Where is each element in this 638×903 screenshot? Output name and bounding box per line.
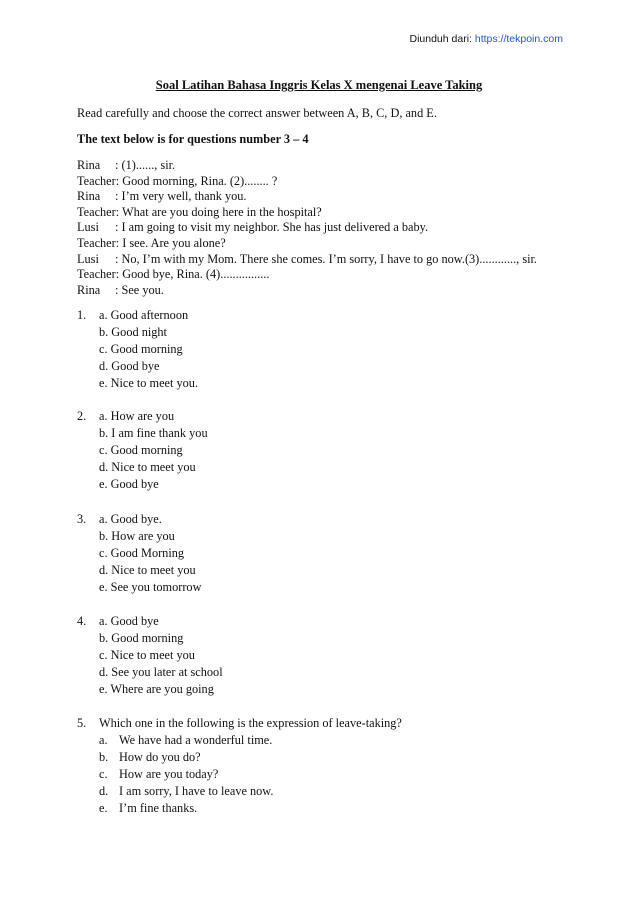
source-link[interactable]: https://tekpoin.com	[474, 33, 563, 45]
option-text: c. Good morning	[99, 443, 183, 457]
question-option	[77, 664, 577, 681]
option-text: d. Good bye	[99, 359, 160, 373]
question-option	[77, 766, 577, 783]
option-text: d. Nice to meet you	[99, 460, 196, 474]
question-option	[77, 579, 577, 596]
option-text: a. Good bye.	[99, 512, 162, 526]
question-stem	[77, 715, 577, 732]
question-number: 3.	[77, 512, 87, 526]
question-option	[77, 647, 577, 664]
option-text: We have had a wonderful time.	[119, 733, 273, 747]
option-text: b. Good night	[99, 325, 167, 339]
dialog-line	[77, 220, 577, 236]
question-option	[77, 408, 577, 425]
dialog-text: : (1)......, sir.	[115, 158, 176, 172]
question-number: 4.	[77, 614, 87, 628]
question-option	[77, 511, 577, 528]
question-option	[77, 783, 577, 800]
dialog-speaker: Rina	[77, 189, 101, 204]
question-1	[77, 307, 577, 392]
option-letter: b.	[99, 750, 109, 764]
question-5	[77, 715, 577, 817]
dialog-line	[77, 236, 577, 252]
question-option	[77, 324, 577, 341]
question-option	[77, 681, 577, 698]
question-option	[77, 476, 577, 493]
dialog-line	[77, 252, 577, 268]
dialog-text: : I am going to visit my neighbor. She has just delivered a baby.	[115, 220, 429, 235]
dialog-text: : No, I’m with my Mom. There she comes. I’m sorry, I have to go now.(3)............, sir.	[115, 251, 538, 266]
question-option	[77, 749, 577, 766]
option-text: e. See you tomorrow	[99, 580, 202, 594]
dialog-line	[77, 267, 577, 283]
dialog-text: What are you doing here in the hospital?	[119, 204, 322, 219]
question-text: Which one in the following is the expression of leave-taking?	[99, 716, 402, 730]
question-option	[77, 307, 577, 324]
question-3	[77, 511, 577, 596]
dialog-speaker: Teacher:	[77, 235, 120, 250]
option-text: e. Nice to meet you.	[99, 376, 199, 390]
question-option	[77, 630, 577, 647]
dialog-text: I see. Are you alone?	[119, 235, 226, 250]
dialog-text: : I’m very well, thank you.	[115, 189, 247, 204]
option-letter: e.	[99, 801, 108, 815]
question-option	[77, 800, 577, 817]
option-text: c. Nice to meet you	[99, 648, 195, 662]
dialog-speaker: Rina	[77, 158, 101, 172]
question-option	[77, 613, 577, 630]
dialog-speaker: Rina	[77, 282, 101, 297]
section-heading: The text below is for questions number 3 – 4	[77, 132, 309, 146]
dialog-line	[77, 158, 577, 174]
question-option	[77, 341, 577, 358]
question-4	[77, 613, 577, 698]
question-option	[77, 732, 577, 749]
dialog-text: Good morning, Rina. (2)........ ?	[119, 173, 278, 188]
option-text: c. Good morning	[99, 342, 183, 356]
option-text: e. Where are you going	[99, 682, 214, 696]
document-title: Soal Latihan Bahasa Inggris Kelas X mengenai Leave Taking	[155, 78, 483, 92]
option-letter: d.	[99, 784, 109, 798]
question-option	[77, 545, 577, 562]
option-text: b. How are you	[99, 529, 175, 543]
option-text: b. I am fine thank you	[99, 426, 208, 440]
question-option	[77, 442, 577, 459]
option-text: a. Good afternoon	[99, 308, 189, 322]
question-option	[77, 528, 577, 545]
question-option	[77, 459, 577, 476]
dialog-line	[77, 174, 577, 190]
question-option	[77, 358, 577, 375]
option-text: d. Nice to meet you	[99, 563, 196, 577]
dialog-speaker: Teacher:	[77, 267, 120, 282]
dialog-line	[77, 205, 577, 221]
dialog-speaker: Teacher:	[77, 173, 120, 188]
question-option	[77, 562, 577, 579]
option-text: b. Good morning	[99, 631, 184, 645]
option-text: I am sorry, I have to leave now.	[119, 784, 274, 798]
dialog-text: Good bye, Rina. (4)................	[119, 267, 270, 282]
option-text: How are you today?	[119, 767, 219, 781]
source-prefix: Diunduh dari:	[409, 33, 475, 45]
option-text: e. Good bye	[99, 477, 159, 491]
dialog-block	[77, 158, 577, 298]
question-number: 2.	[77, 409, 87, 423]
question-option	[77, 425, 577, 442]
option-letter: c.	[99, 767, 108, 781]
dialog-line	[77, 189, 577, 205]
option-text: How do you do?	[119, 750, 201, 764]
dialog-line	[77, 283, 577, 299]
dialog-speaker: Teacher:	[77, 204, 120, 219]
question-option	[77, 375, 577, 392]
option-text: d. See you later at school	[99, 665, 223, 679]
source-line	[409, 33, 563, 45]
dialog-text: : See you.	[115, 282, 164, 297]
option-text: a. Good bye	[99, 614, 159, 628]
option-text: I’m fine thanks.	[119, 801, 198, 815]
option-text: c. Good Morning	[99, 546, 185, 560]
instruction-text: Read carefully and choose the correct answer between A, B, C, D, and E.	[77, 106, 437, 120]
dialog-speaker: Lusi	[77, 220, 99, 235]
question-2	[77, 408, 577, 493]
option-text: a. How are you	[99, 409, 175, 423]
question-number: 5.	[77, 716, 87, 730]
dialog-speaker: Lusi	[77, 251, 99, 266]
option-letter: a.	[99, 733, 108, 747]
question-number: 1.	[77, 308, 87, 322]
